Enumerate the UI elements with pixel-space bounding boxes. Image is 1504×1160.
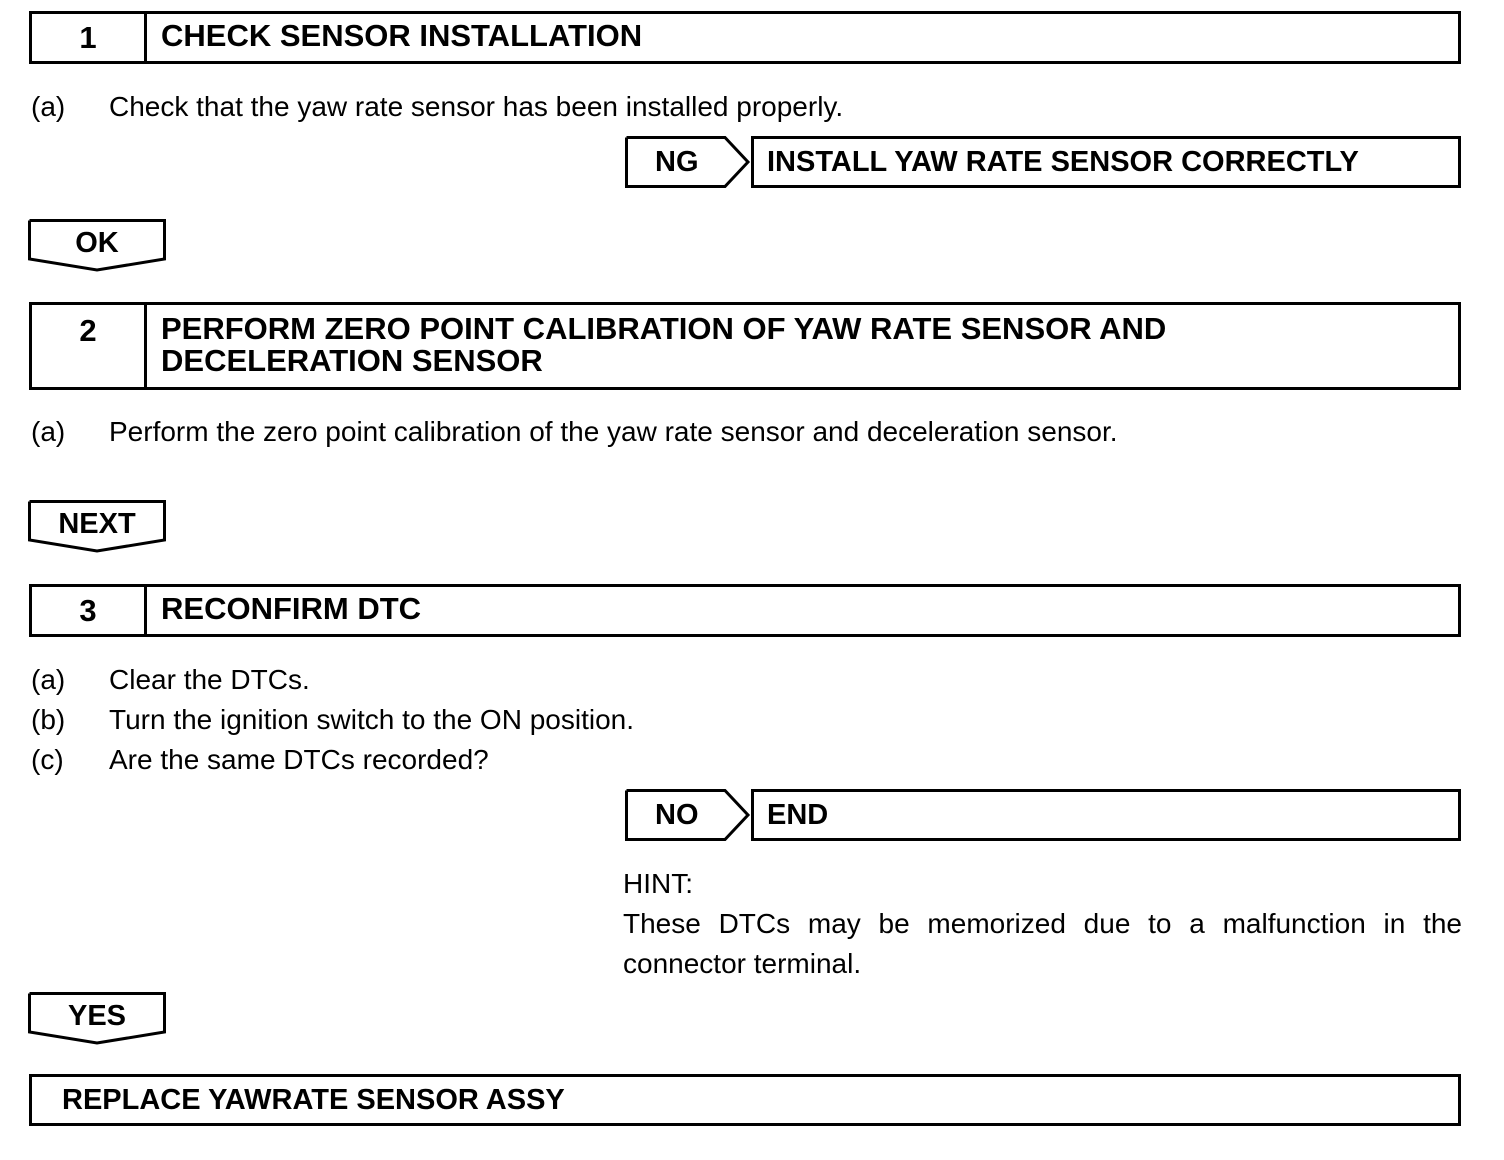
step-title: RECONFIRM DTC <box>161 591 422 626</box>
final-action-label: REPLACE YAWRATE SENSOR ASSY <box>62 1083 565 1116</box>
continue-label: YES <box>67 1000 127 1032</box>
yes-continue-arrow <box>28 992 166 1046</box>
continue-label: OK <box>75 227 119 259</box>
step-1-header <box>29 11 1461 64</box>
continue-label: NEXT <box>58 508 136 540</box>
substep-letter: (a) <box>31 416 66 447</box>
substep-letter: (b) <box>31 704 66 735</box>
substep <box>31 660 1461 700</box>
substep-text: Are the same DTCs recorded? <box>109 744 489 775</box>
substep <box>31 700 1461 740</box>
ok-continue-arrow <box>28 219 166 273</box>
substep-letter: (c) <box>31 744 64 775</box>
no-branch-arrow <box>625 789 751 841</box>
substep <box>31 740 1461 780</box>
ng-branch-arrow <box>625 136 751 188</box>
step-title <box>147 305 1458 387</box>
substep-letter: (a) <box>31 91 66 122</box>
step-title: CHECK SENSOR INSTALLATION <box>161 18 643 53</box>
step-number: 3 <box>32 587 147 634</box>
ng-action-box <box>751 136 1461 188</box>
step-number: 2 <box>32 305 147 387</box>
branch-label: NO <box>655 798 699 831</box>
step-title-line: DECELERATION SENSOR <box>161 343 543 378</box>
step-number: 1 <box>32 14 147 61</box>
step-title-line: PERFORM ZERO POINT CALIBRATION OF YAW RATE SENSOR AND <box>161 311 1167 346</box>
substep-text: Check that the yaw rate sensor has been installed properly. <box>109 91 844 122</box>
branch-action: END <box>767 798 829 831</box>
substep-text: Turn the ignition switch to the ON position. <box>109 704 634 735</box>
substep-text: Clear the DTCs. <box>109 664 310 695</box>
substep-letter: (a) <box>31 664 66 695</box>
next-continue-arrow <box>28 500 166 554</box>
substep-text: Perform the zero point calibration of the yaw rate sensor and deceleration sensor. <box>109 416 1118 447</box>
hint-block <box>623 864 1462 984</box>
hint-body: These DTCs may be memorized due to a malfunction in the connector terminal. <box>623 908 1462 979</box>
substep-list <box>31 660 1461 780</box>
substep <box>31 87 1461 127</box>
hint-heading: HINT: <box>623 868 693 899</box>
final-action-box <box>29 1074 1461 1126</box>
step-2-header <box>29 302 1461 390</box>
branch-label: NG <box>655 145 699 178</box>
step-3-header <box>29 584 1461 637</box>
substep <box>31 412 1461 452</box>
branch-action: INSTALL YAW RATE SENSOR CORRECTLY <box>767 145 1359 178</box>
no-action-box <box>751 789 1461 841</box>
